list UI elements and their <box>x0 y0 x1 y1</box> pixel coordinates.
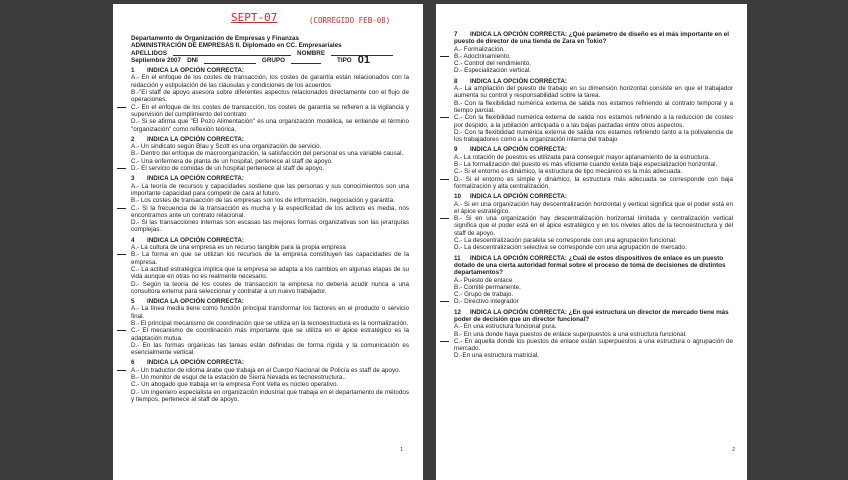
question-title <box>454 146 733 153</box>
question-title <box>454 193 733 200</box>
answer-text: A.- Puesto de enlace <box>454 276 513 284</box>
question-number: 6 <box>131 359 135 367</box>
department-header: Departamento de Organización de Empresas y Finanzas <box>131 35 299 42</box>
question-text: INDICA LA OPCIÓN CORRECTA: <box>147 298 245 306</box>
answer-option <box>454 291 733 298</box>
left-question-list <box>131 67 409 403</box>
answer-option <box>131 165 409 172</box>
grupo-line <box>291 58 321 64</box>
dni-line <box>204 58 256 64</box>
answer-text: B.- La formalización del puesto es más eficiente cuando existe baja especialización horizontal. <box>454 161 718 169</box>
question-number: 3 <box>131 175 135 183</box>
exam-page-left <box>113 4 423 480</box>
answer-text: D.-En una estructura matricial. <box>454 352 540 360</box>
answer-text: A.- Un sindicato según Blau y Scott es una organización de servicio. <box>131 143 322 151</box>
question-text: INDICA LA OPCIÓN CORRECTA: <box>470 193 568 201</box>
grupo-label: GRUPO <box>261 56 286 64</box>
question-number: 12 <box>454 308 462 316</box>
answer-option <box>131 89 409 104</box>
dni-label: DNI <box>187 56 198 64</box>
answer-text: C.- Si el entorno es dinámico, la estructura de tipo mecánico es la más adecuada. <box>454 168 683 176</box>
question-6 <box>131 359 409 403</box>
answer-option <box>454 323 733 330</box>
question-title <box>131 175 409 182</box>
answer-option <box>131 197 409 204</box>
answer-text: C.- La descentralización paralela se corresponde con una agrupación funcional. <box>454 237 677 245</box>
answer-text: B.- Con la flexibilidad numérica externa de salida nos estamos refiriendo al contrato temporal y a tiempo parcial. <box>454 99 733 114</box>
answer-option <box>131 104 409 119</box>
answer-mark <box>117 370 126 371</box>
answer-text: C.- Con la flexibilidad numérica externa de salida nos estamos refiriendo a la reducción de costes por despido, a la jubilación anticipada o a las bajas pactadas entre otros aspectos. <box>454 114 733 129</box>
answer-text: C.- Si la frecuencia de la transacción es mucha y la especificidad de los activos es media, nos encontramos ante un contrato relacional. <box>131 204 409 219</box>
answer-mark <box>440 218 449 219</box>
apellidos-label: APELLIDOS <box>131 49 168 57</box>
handwritten-note: (CORREGIDO FEB-08) <box>309 16 391 25</box>
answer-option <box>131 281 409 296</box>
answer-text: B.- Los costes de transacción de las empresas son los de información, negociación y garantía. <box>131 197 395 205</box>
answer-option <box>454 168 733 175</box>
answer-option <box>454 60 733 67</box>
answer-option <box>131 205 409 220</box>
answer-text: A.- En una estructura funcional pura. <box>454 323 557 331</box>
answer-option <box>131 183 409 198</box>
answer-option <box>454 129 733 144</box>
answer-text: C.- La actitud estratégica implica que la empresa se adapta a los cambios en algunas etapas de su vida aunque en otras no es realmente necesario. <box>131 265 409 281</box>
answer-mark <box>440 56 449 57</box>
answer-option <box>131 367 409 374</box>
question-number: 5 <box>131 298 135 306</box>
answer-text: A.- La línea media tiene como función principal transformar los factores en el producto o servicio final. <box>131 305 409 320</box>
answer-text: A.- Un traductor de idioma árabe que trabaja en el Cuerpo Nacional de Policía es staff de apoyo. <box>131 366 401 374</box>
tipo-value: 01 <box>357 53 370 66</box>
question-text: INDICA LA OPCIÓN CORRECTA: <box>147 359 245 367</box>
answer-option <box>454 53 733 60</box>
answer-mark <box>117 168 126 169</box>
answer-text: C.- El mecanismo de coordinación más importante que se utiliza en el ápice estratégico es la adaptación mutua. <box>131 327 409 342</box>
question-text: INDICA LA OPCIÓN CORRECTA: ¿Qué parámetro de diseño es el más importante en el puesto de director de una tienda de Zara en Tokio? <box>454 31 730 46</box>
answer-text: A.- En el enfoque de los costes de transacción, los costes de garantía están relacionados con la redacción y estipulación de las cláusulas y condiciones de los acuerdos <box>131 74 409 89</box>
question-text: INDICA LA OPCIÓN CORRECTA: <box>147 175 245 183</box>
question-2 <box>131 136 409 172</box>
question-title <box>454 309 733 324</box>
answer-option <box>454 161 733 168</box>
question-1 <box>131 67 409 133</box>
answer-mark <box>440 117 449 118</box>
question-title <box>131 237 409 244</box>
question-number: 11 <box>454 254 461 262</box>
handwritten-date: SEPT-07 <box>231 11 278 24</box>
answer-text: C.- Grupo de trabajo. <box>454 291 514 299</box>
question-text: INDICA LA OPCIÓN CORRECTA: <box>147 236 245 244</box>
answer-option <box>131 158 409 165</box>
answer-mark <box>440 341 449 342</box>
answer-text: D.- Si las transacciones internas son escasas las mejores formas organizativas son las jerarquías complejas. <box>131 219 409 234</box>
answer-text: A.- Formalización. <box>454 45 505 53</box>
question-title <box>454 31 733 46</box>
question-9 <box>454 146 733 190</box>
answer-text: B.- El principal mecanismo de coordinación que se utiliza en la tecnoestructura es la normalización. <box>131 319 409 327</box>
answer-mark <box>117 330 126 331</box>
answer-option <box>454 298 733 305</box>
answer-text: D.- En las formas orgánicas las tareas están definidas de forma rígida y la comunicación es esencialmente vertical. <box>131 341 409 357</box>
answer-option <box>131 266 409 281</box>
question-text: INDICA LA OPCIÓN CORRECTA: <box>147 67 245 75</box>
answer-option <box>454 154 733 161</box>
answer-text: B.- Un monitor de esquí de la estación de Sierra Nevada es tecnoestructura.. <box>131 374 346 382</box>
answer-option <box>454 114 733 129</box>
answer-text: D.- Directivo integrador <box>454 298 519 306</box>
answer-text: D.- El servicio de comidas de un hospital pertenece al staff de apoyo. <box>131 165 325 173</box>
page-number: 2 <box>732 446 735 453</box>
answer-text: C.- Un abogado que trabaja en la empresa Font Vella es núcleo operativo. <box>131 381 339 389</box>
answer-text: C.- En aquella donde los puestos de enlace están superpuestos a una estructura o agrupación de mercado. <box>454 337 733 353</box>
answer-text: B.- Si en una organización hay descentralización horizontal limitada y centralización vertical significa que el poder está en el ápice estratégico y en los niveles altos de la tecnoestructura y del staff de apoyo. <box>454 215 733 237</box>
answer-option <box>454 277 733 284</box>
answer-option <box>131 374 409 381</box>
answer-option <box>454 176 733 191</box>
question-text: INDICA LA OPCIÓN CORRECTA: <box>470 77 568 85</box>
answer-option <box>454 244 733 251</box>
answer-option <box>454 237 733 244</box>
answer-text: A.- La rotación de puestos es utilizada para conseguir mayor aplanamiento de la estructura. <box>454 153 710 161</box>
answer-text: B.- La forma en que se utilizan los recursos de la empresa constituyen las capacidades de la empresa. <box>131 251 409 266</box>
exam-date: Septiembre 2007 <box>131 56 182 64</box>
question-number: 4 <box>131 236 135 244</box>
answer-text: B.-"El staff de apoyo asesora sobre diferentes aspectos relacionados directamente con el flujo de operaciones. <box>131 89 409 104</box>
answer-mark <box>117 208 126 209</box>
answer-option <box>454 352 733 359</box>
question-text: INDICA LA OPCIÓN CORRECTA: ¿Cuál de estos dispositivos de enlace es un puesto dotado de una cierta autoridad formal sobre el proceso de toma de decisiones de distintos departamentos? <box>454 254 726 277</box>
question-title <box>131 359 409 366</box>
answer-option <box>454 215 733 237</box>
answer-text: C.- En el enfoque de los costes de transacción, los costes de garantía se refieren a la vigilancia y supervisión del cumplimiento del contrato <box>131 103 409 118</box>
answer-option <box>131 244 409 251</box>
answer-mark <box>117 254 126 255</box>
question-7 <box>454 31 733 75</box>
answer-option <box>131 143 409 150</box>
course-header: ADMINISTRACIÓN DE EMPRESAS II. Diplomado en CC. Empresariales <box>131 42 342 50</box>
answer-option <box>131 389 409 404</box>
answer-mark <box>117 107 126 108</box>
question-number: 1 <box>131 67 135 75</box>
question-title <box>454 255 733 277</box>
answer-option <box>131 118 409 133</box>
question-4 <box>131 237 409 295</box>
answer-text: D.- Si se afirma que "El Pozo Alimentación" es una organización modélica, se entiende el término "organización" como reflexión teórica. <box>131 118 409 133</box>
question-text: INDICA LA OPCIÓN CORRECTA: <box>470 146 568 154</box>
question-text: INDICA LA OPCIÓN CORRECTA: ¿En qué estructura un director de mercado tiene más poder de decisión que un director funcional? <box>454 308 729 323</box>
answer-option <box>131 381 409 388</box>
answer-option <box>131 251 409 266</box>
answer-text: C.- Control del rendimiento. <box>454 60 531 68</box>
tipo-label: TIPO <box>337 56 352 64</box>
answer-text: A.- La cultura de una empresa es un recurso tangible para la propia empresa <box>131 244 346 252</box>
exam-page-right <box>436 4 747 480</box>
question-8 <box>454 78 733 144</box>
answer-option <box>454 331 733 338</box>
question-title <box>131 298 409 305</box>
answer-mark <box>440 301 449 302</box>
answer-option <box>131 342 409 357</box>
apellidos-line <box>173 50 291 56</box>
question-title <box>131 136 409 143</box>
answer-text: A.- La ampliación del puesto de trabajo en su dimensión horizontal consiste en que el trabajador aumenta su control y responsabilidad sobre la tarea. <box>454 85 733 100</box>
answer-option <box>454 67 733 74</box>
question-5 <box>131 298 409 356</box>
answer-text: A.- La teoría de recursos y capacidades sostiene que las personas y sus conocimientos son una importante capacidad para competir de cara al futuro. <box>131 182 409 197</box>
answer-option <box>131 74 409 89</box>
question-11 <box>454 255 733 306</box>
question-text: INDICA LA OPCIÓN CORRECTA: <box>147 135 245 143</box>
question-number: 10 <box>454 193 462 201</box>
answer-option <box>454 284 733 291</box>
answer-text: D.- La descentralización selectiva se corresponde con una agrupación de mercado. <box>454 244 687 252</box>
answer-option <box>454 85 733 100</box>
answer-text: B.- Adoctrinamiento. <box>454 52 511 60</box>
answer-text: D.- Según la teoría de los costes de transacción la empresa no debería acudir nunca a una consultora externa para seleccionar y contratar a un nuevo trabajador. <box>131 280 409 295</box>
answer-text: B.- En una donde haya puestos de enlace superpuestos a una estructura funcional. <box>454 330 687 338</box>
answer-mark <box>440 179 449 180</box>
answer-option <box>131 219 409 234</box>
answer-option <box>454 100 733 115</box>
answer-text: D.- Si el entorno es simple y dinámico, la estructura más adecuada se corresponde con baja formalización y alta centralización. <box>454 175 733 190</box>
answer-text: B.- Comité permanente. <box>454 283 521 291</box>
question-10 <box>454 193 733 251</box>
answer-text: D.- Especialización vertical. <box>454 67 531 75</box>
question-number: 8 <box>454 77 458 85</box>
page-number: 1 <box>400 446 403 453</box>
nombre-label: NOMBRE <box>297 49 326 57</box>
question-number: 7 <box>454 31 458 38</box>
answer-text: C.- Una enfermera de planta de un hospital, pertenece al staff de apoyo. <box>131 157 333 165</box>
question-12 <box>454 309 733 360</box>
question-number: 9 <box>454 146 458 154</box>
answer-option <box>131 320 409 327</box>
answer-text: B.- Dentro del enfoque de macroorganización, la satisfacción del personal es una variable causal. <box>131 150 404 158</box>
answer-option <box>131 327 409 342</box>
answer-option <box>131 150 409 157</box>
answer-text: D.- Un ingeniero especialista en organización industrial que trabaja en el departamento de métodos y tiempos, pertenece al staff de apoyo. <box>131 388 409 403</box>
answer-option <box>131 305 409 320</box>
question-title <box>454 78 733 85</box>
answer-option <box>454 201 733 216</box>
question-number: 2 <box>131 135 135 143</box>
right-question-list <box>454 31 733 360</box>
answer-option <box>454 46 733 53</box>
answer-text: A.- Si en una organización hay descentralización horizontal y vertical significa que el poder está en el ápice estratégico. <box>454 200 733 215</box>
answer-text: D.- Con la flexibilidad numérica externa de salida nos estamos refiriendo tanto a la polivalencia de los trabajadores como a la organización interna del trabajo <box>454 128 733 144</box>
question-title <box>131 67 409 74</box>
question-3 <box>131 175 409 233</box>
answer-option <box>454 338 733 353</box>
